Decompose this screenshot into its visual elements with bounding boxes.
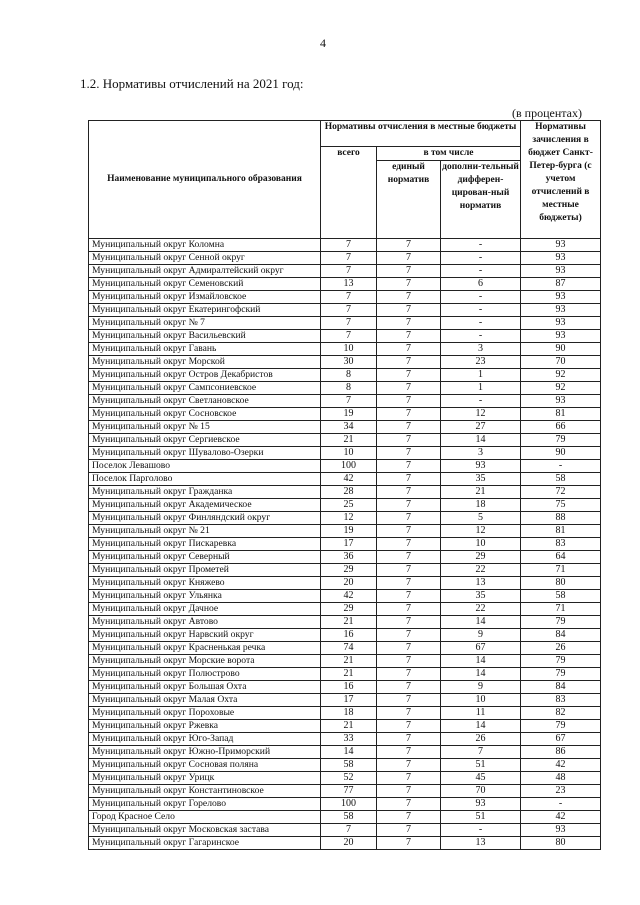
cell-additional: 3 [441,447,521,460]
cell-additional: 9 [441,681,521,694]
cell-name: Муниципальный округ Сергиевское [89,434,321,447]
cell-additional: 14 [441,655,521,668]
cell-total: 29 [321,603,377,616]
section-title: 1.2. Нормативы отчислений на 2021 год: [80,76,304,91]
cell-additional: - [441,304,521,317]
cell-single: 7 [377,824,441,837]
table-row [89,291,601,304]
cell-spb: 67 [521,733,601,746]
cell-additional: 10 [441,538,521,551]
cell-total: 58 [321,811,377,824]
cell-total: 14 [321,746,377,759]
cell-spb: 75 [521,499,601,512]
cell-single: 7 [377,525,441,538]
cell-spb: 93 [521,304,601,317]
cell-name: Муниципальный округ Урицк [89,772,321,785]
table-row [89,395,601,408]
cell-additional: - [441,330,521,343]
cell-name: Муниципальный округ Малая Охта [89,694,321,707]
cell-name: Муниципальный округ Остров Декабристов [89,369,321,382]
cell-additional: - [441,291,521,304]
cell-name: Муниципальный округ Сосновское [89,408,321,421]
header-additional-norm: дополни-тельный дифферен-цирован-ный норматив [441,161,521,239]
cell-spb: - [521,798,601,811]
cell-total: 7 [321,395,377,408]
cell-single: 7 [377,486,441,499]
cell-name: Муниципальный округ № 15 [89,421,321,434]
cell-name: Муниципальный округ Васильевский [89,330,321,343]
cell-additional: 45 [441,772,521,785]
cell-total: 20 [321,837,377,850]
cell-spb: 83 [521,694,601,707]
cell-single: 7 [377,265,441,278]
cell-additional: 13 [441,837,521,850]
cell-total: 10 [321,447,377,460]
cell-additional: 29 [441,551,521,564]
cell-single: 7 [377,720,441,733]
cell-additional: 18 [441,499,521,512]
cell-additional: 10 [441,694,521,707]
cell-total: 8 [321,382,377,395]
table-row [89,278,601,291]
cell-additional: 14 [441,668,521,681]
cell-total: 13 [321,278,377,291]
cell-spb: 66 [521,421,601,434]
table-row [89,720,601,733]
table-row [89,655,601,668]
cell-total: 10 [321,343,377,356]
cell-name: Муниципальный округ Автово [89,616,321,629]
cell-spb: 83 [521,538,601,551]
cell-spb: 48 [521,772,601,785]
cell-name: Муниципальный округ Полюстрово [89,668,321,681]
cell-single: 7 [377,330,441,343]
cell-additional: 27 [441,421,521,434]
cell-spb: 80 [521,837,601,850]
cell-spb: 42 [521,759,601,772]
cell-name: Муниципальный округ № 7 [89,317,321,330]
table-row [89,811,601,824]
cell-spb: 79 [521,616,601,629]
cell-single: 7 [377,772,441,785]
cell-additional: 3 [441,343,521,356]
table-row [89,486,601,499]
table-row [89,382,601,395]
cell-additional: 93 [441,798,521,811]
cell-additional: 7 [441,746,521,759]
cell-spb: 93 [521,239,601,252]
cell-single: 7 [377,395,441,408]
cell-spb: 81 [521,408,601,421]
cell-single: 7 [377,668,441,681]
cell-spb: 82 [521,707,601,720]
cell-additional: 14 [441,616,521,629]
cell-single: 7 [377,629,441,642]
cell-additional: 9 [441,629,521,642]
cell-name: Муниципальный округ Гавань [89,343,321,356]
cell-single: 7 [377,512,441,525]
cell-spb: 71 [521,564,601,577]
table-row [89,681,601,694]
cell-name: Муниципальный округ Коломна [89,239,321,252]
cell-additional: 22 [441,564,521,577]
table-row [89,447,601,460]
table-row [89,317,601,330]
cell-additional: - [441,395,521,408]
cell-additional: 93 [441,460,521,473]
cell-single: 7 [377,655,441,668]
cell-total: 16 [321,681,377,694]
cell-name: Муниципальный округ Шувалово-Озерки [89,447,321,460]
cell-spb: 80 [521,577,601,590]
cell-single: 7 [377,798,441,811]
cell-total: 18 [321,707,377,720]
cell-single: 7 [377,278,441,291]
cell-name: Муниципальный округ Ржевка [89,720,321,733]
cell-additional: 70 [441,785,521,798]
cell-spb: 92 [521,369,601,382]
cell-total: 7 [321,252,377,265]
cell-total: 28 [321,486,377,499]
cell-total: 21 [321,616,377,629]
cell-total: 19 [321,525,377,538]
cell-name: Город Красное Село [89,811,321,824]
cell-total: 58 [321,759,377,772]
cell-spb: 84 [521,681,601,694]
cell-single: 7 [377,577,441,590]
cell-name: Муниципальный округ Сенной округ [89,252,321,265]
table-row [89,343,601,356]
cell-name: Муниципальный округ Гагаринское [89,837,321,850]
cell-name: Муниципальный округ Ульянка [89,590,321,603]
table-row [89,733,601,746]
cell-spb: 88 [521,512,601,525]
cell-total: 17 [321,694,377,707]
cell-additional: 11 [441,707,521,720]
cell-name: Муниципальный округ Сосновая поляна [89,759,321,772]
cell-single: 7 [377,343,441,356]
table-row [89,239,601,252]
table-row [89,564,601,577]
table-row [89,512,601,525]
cell-spb: 79 [521,720,601,733]
cell-single: 7 [377,694,441,707]
cell-single: 7 [377,252,441,265]
table-row [89,473,601,486]
header-local-norms: Нормативы отчисления в местные бюджеты [321,121,521,147]
cell-additional: 35 [441,473,521,486]
table-row [89,265,601,278]
header-single-norm: единый норматив [377,161,441,239]
cell-name: Муниципальный округ Нарвский округ [89,629,321,642]
cell-additional: 1 [441,382,521,395]
cell-total: 74 [321,642,377,655]
table-row [89,837,601,850]
cell-additional: 14 [441,720,521,733]
cell-additional: - [441,317,521,330]
table-row [89,304,601,317]
cell-name: Муниципальный округ Семеновский [89,278,321,291]
table-row [89,746,601,759]
cell-name: Муниципальный округ Гражданка [89,486,321,499]
cell-single: 7 [377,382,441,395]
cell-total: 7 [321,265,377,278]
cell-total: 20 [321,577,377,590]
cell-name: Муниципальный округ Княжево [89,577,321,590]
unit-note: (в процентах) [512,106,582,120]
cell-spb: 71 [521,603,601,616]
table-row [89,356,601,369]
cell-name: Муниципальный округ Юго-Запад [89,733,321,746]
cell-single: 7 [377,564,441,577]
cell-name: Муниципальный округ Светлановское [89,395,321,408]
table-body [89,239,601,850]
cell-name: Муниципальный округ Морские ворота [89,655,321,668]
cell-total: 33 [321,733,377,746]
cell-additional: 51 [441,811,521,824]
cell-additional: 51 [441,759,521,772]
cell-additional: - [441,265,521,278]
header-spb-norms: Нормативы зачисления в бюджет Санкт-Петер-бурга (с учетом отчислений в местные бюджеты) [521,121,601,239]
header-name: Наименование муниципального образования [89,121,321,239]
cell-spb: 58 [521,473,601,486]
cell-single: 7 [377,473,441,486]
cell-spb: 86 [521,746,601,759]
cell-single: 7 [377,460,441,473]
cell-single: 7 [377,616,441,629]
cell-additional: 67 [441,642,521,655]
cell-name: Муниципальный округ Екатерингофский [89,304,321,317]
cell-total: 42 [321,473,377,486]
cell-spb: 93 [521,291,601,304]
table-row [89,759,601,772]
cell-name: Муниципальный округ Сампсониевское [89,382,321,395]
cell-total: 7 [321,824,377,837]
cell-name: Муниципальный округ Морской [89,356,321,369]
cell-additional: 12 [441,525,521,538]
table-row [89,577,601,590]
cell-total: 21 [321,720,377,733]
table-row [89,460,601,473]
cell-spb: 70 [521,356,601,369]
cell-name: Поселок Парголово [89,473,321,486]
cell-single: 7 [377,499,441,512]
cell-total: 36 [321,551,377,564]
table-row [89,369,601,382]
cell-spb: 42 [521,811,601,824]
table-row [89,330,601,343]
cell-total: 100 [321,798,377,811]
cell-spb: 81 [521,525,601,538]
cell-spb: - [521,460,601,473]
norms-table [88,120,601,850]
cell-name: Муниципальный округ Дачное [89,603,321,616]
cell-total: 8 [321,369,377,382]
cell-spb: 58 [521,590,601,603]
cell-total: 30 [321,356,377,369]
cell-name: Муниципальный округ Адмиралтейский округ [89,265,321,278]
table-row [89,694,601,707]
cell-total: 12 [321,512,377,525]
table-row [89,772,601,785]
cell-spb: 79 [521,434,601,447]
cell-single: 7 [377,408,441,421]
cell-single: 7 [377,785,441,798]
cell-additional: 21 [441,486,521,499]
table-row [89,252,601,265]
table-row [89,499,601,512]
table-row [89,421,601,434]
cell-single: 7 [377,590,441,603]
table-row [89,616,601,629]
cell-single: 7 [377,811,441,824]
cell-name: Муниципальный округ Северный [89,551,321,564]
cell-single: 7 [377,304,441,317]
cell-spb: 93 [521,265,601,278]
cell-name: Муниципальный округ Южно-Приморский [89,746,321,759]
cell-name: Муниципальный округ Горелово [89,798,321,811]
cell-name: Муниципальный округ Константиновское [89,785,321,798]
cell-total: 7 [321,291,377,304]
cell-additional: 12 [441,408,521,421]
cell-total: 21 [321,668,377,681]
cell-spb: 93 [521,330,601,343]
cell-single: 7 [377,551,441,564]
cell-total: 25 [321,499,377,512]
header-total: всего [321,147,377,239]
table-row [89,525,601,538]
cell-spb: 84 [521,629,601,642]
cell-name: Муниципальный округ Пороховые [89,707,321,720]
cell-total: 16 [321,629,377,642]
cell-single: 7 [377,369,441,382]
table-row [89,785,601,798]
cell-additional: 13 [441,577,521,590]
cell-total: 7 [321,239,377,252]
cell-spb: 90 [521,447,601,460]
cell-single: 7 [377,291,441,304]
cell-total: 21 [321,655,377,668]
table-row [89,668,601,681]
cell-spb: 92 [521,382,601,395]
cell-spb: 87 [521,278,601,291]
table-row [89,408,601,421]
cell-name: Муниципальный округ Московская застава [89,824,321,837]
cell-spb: 64 [521,551,601,564]
cell-name: Муниципальный округ Прометей [89,564,321,577]
table-row [89,824,601,837]
cell-single: 7 [377,603,441,616]
cell-name: Муниципальный округ Большая Охта [89,681,321,694]
cell-total: 52 [321,772,377,785]
cell-additional: - [441,239,521,252]
cell-spb: 90 [521,343,601,356]
cell-spb: 93 [521,317,601,330]
cell-total: 17 [321,538,377,551]
page-number: 4 [320,36,326,50]
cell-total: 7 [321,330,377,343]
cell-spb: 72 [521,486,601,499]
cell-additional: - [441,824,521,837]
cell-single: 7 [377,681,441,694]
cell-name: Поселок Левашово [89,460,321,473]
cell-name: Муниципальный округ Финляндский округ [89,512,321,525]
table-row [89,707,601,720]
cell-single: 7 [377,538,441,551]
cell-additional: 26 [441,733,521,746]
cell-additional: 23 [441,356,521,369]
cell-single: 7 [377,317,441,330]
cell-additional: 14 [441,434,521,447]
table-row [89,590,601,603]
cell-total: 29 [321,564,377,577]
table-row [89,642,601,655]
table-row [89,538,601,551]
cell-spb: 79 [521,655,601,668]
table-row [89,629,601,642]
cell-total: 100 [321,460,377,473]
cell-total: 21 [321,434,377,447]
cell-single: 7 [377,733,441,746]
cell-spb: 93 [521,824,601,837]
cell-total: 7 [321,304,377,317]
header-including: в том числе [377,147,521,161]
cell-spb: 79 [521,668,601,681]
cell-additional: 6 [441,278,521,291]
cell-single: 7 [377,356,441,369]
cell-name: Муниципальный округ Измайловское [89,291,321,304]
cell-single: 7 [377,707,441,720]
cell-additional: 22 [441,603,521,616]
cell-name: Муниципальный округ Пискаревка [89,538,321,551]
cell-single: 7 [377,642,441,655]
cell-single: 7 [377,434,441,447]
table-row [89,798,601,811]
table-row [89,551,601,564]
cell-spb: 93 [521,252,601,265]
cell-additional: - [441,252,521,265]
table-row [89,603,601,616]
cell-spb: 23 [521,785,601,798]
cell-single: 7 [377,447,441,460]
cell-name: Муниципальный округ Академическое [89,499,321,512]
cell-total: 42 [321,590,377,603]
cell-single: 7 [377,837,441,850]
cell-spb: 26 [521,642,601,655]
cell-total: 34 [321,421,377,434]
cell-spb: 93 [521,395,601,408]
cell-single: 7 [377,759,441,772]
cell-additional: 35 [441,590,521,603]
cell-total: 19 [321,408,377,421]
cell-additional: 1 [441,369,521,382]
cell-total: 7 [321,317,377,330]
cell-total: 77 [321,785,377,798]
cell-single: 7 [377,746,441,759]
cell-single: 7 [377,239,441,252]
table-header [89,121,601,239]
cell-single: 7 [377,421,441,434]
table-row [89,434,601,447]
cell-additional: 5 [441,512,521,525]
cell-name: Муниципальный округ № 21 [89,525,321,538]
cell-name: Муниципальный округ Красненькая речка [89,642,321,655]
